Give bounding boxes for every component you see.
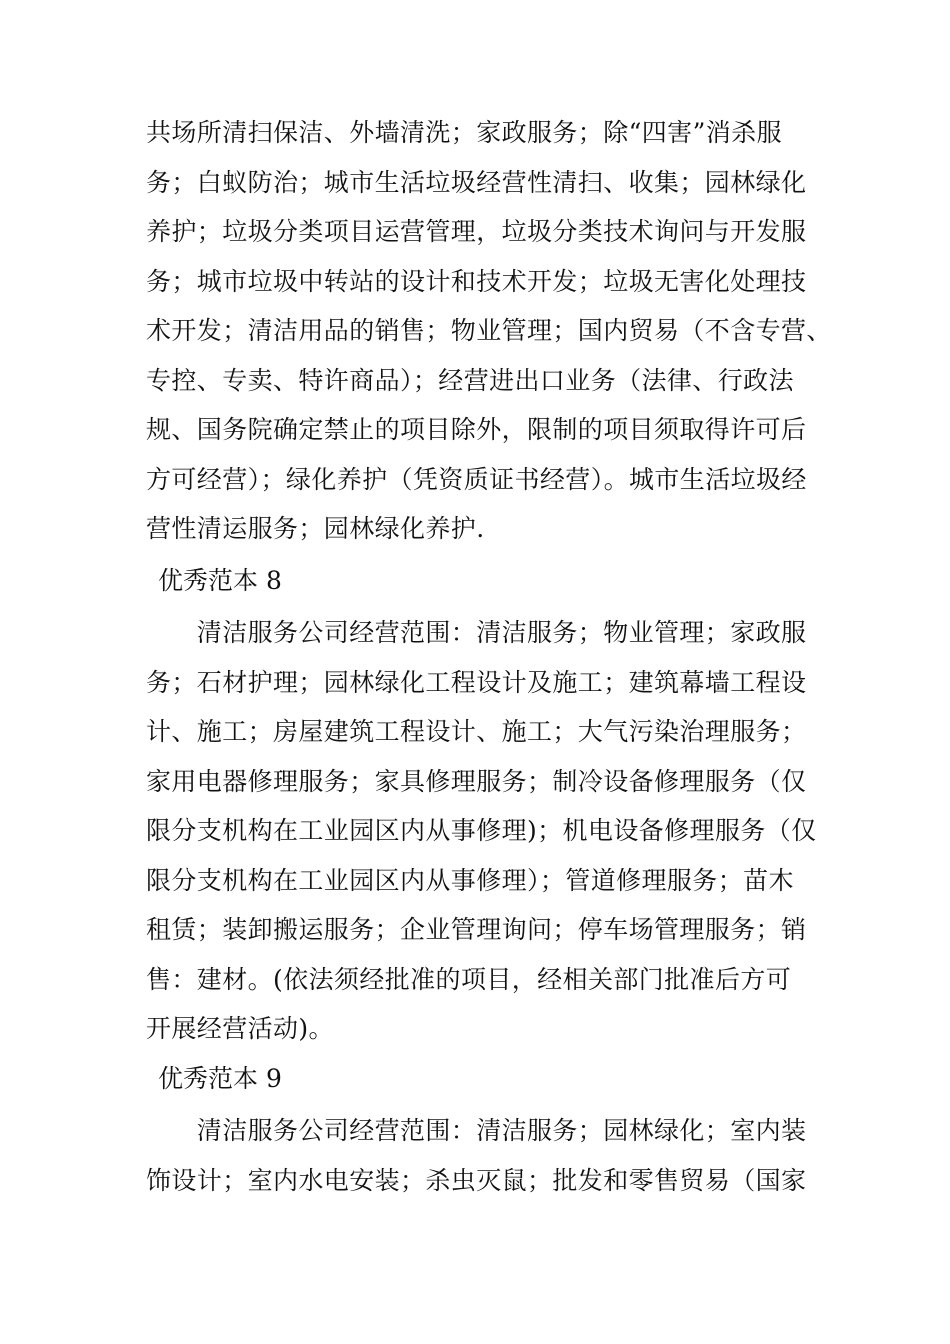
text-line: 务；城市垃圾中转站的设计和技术开发；垃圾无害化处理技	[146, 266, 807, 296]
text-line: 专控、专卖、特许商品）；经营进出口业务（法律、行政法	[146, 365, 794, 395]
text-line: 营性清运服务；园林绿化养护.	[146, 514, 485, 543]
text-line: 限分支机构在工业园区内从事修理)；机电设备修理服务（仅	[146, 816, 817, 845]
text-line: 清洁服务公司经营范围：清洁服务；园林绿化；室内装	[146, 1116, 807, 1145]
text-line: 家用电器修理服务；家具修理服务；制冷设备修理服务（仅	[146, 766, 807, 796]
text-line: 计、施工；房屋建筑工程设计、施工；大气污染治理服务；	[146, 717, 807, 746]
text-line: 租赁；装卸搬运服务；企业管理询问；停车场管理服务；销	[146, 915, 807, 944]
text-line: 开展经营活动)。	[146, 1014, 334, 1043]
text-line: 饰设计；室内水电安装；杀虫灭鼠；批发和零售贸易（国家	[146, 1165, 807, 1195]
text-line: 限分支机构在工业园区内从事修理）；管道修理服务；苗木	[146, 865, 794, 895]
text-line: 共场所清扫保洁、外墙清洗；家政服务；除“四害”消杀服	[146, 118, 782, 147]
text-line: 务；石材护理；园林绿化工程设计及施工；建筑幕墙工程设	[146, 667, 807, 697]
text-line: 售：建材。(依法须经批准的项目，经相关部门批准后方可	[146, 964, 792, 994]
text-line: 养护；垃圾分类项目运营管理，垃圾分类技术询问与开发服	[146, 217, 807, 246]
text-line: 规、国务院确定禁止的项目除外，限制的项目须取得许可后	[146, 415, 807, 444]
section-heading-8: 优秀范本 8	[158, 566, 282, 595]
text-line: 清洁服务公司经营范围：清洁服务；物业管理；家政服	[146, 618, 807, 647]
text-line: 务；白蚁防治；城市生活垃圾经营性清扫、收集；园林绿化	[146, 167, 807, 197]
paragraph-continuation	[146, 108, 832, 554]
text-line: 术开发；清洁用品的销售；物业管理；国内贸易（不含专营、	[146, 316, 832, 345]
paragraph-example-8	[146, 608, 826, 1054]
paragraph-example-9	[146, 1106, 826, 1205]
text-line: 方可经营）；绿化养护（凭资质证书经营）。城市生活垃圾经	[146, 464, 807, 494]
section-heading-9: 优秀范本 9	[158, 1064, 282, 1093]
